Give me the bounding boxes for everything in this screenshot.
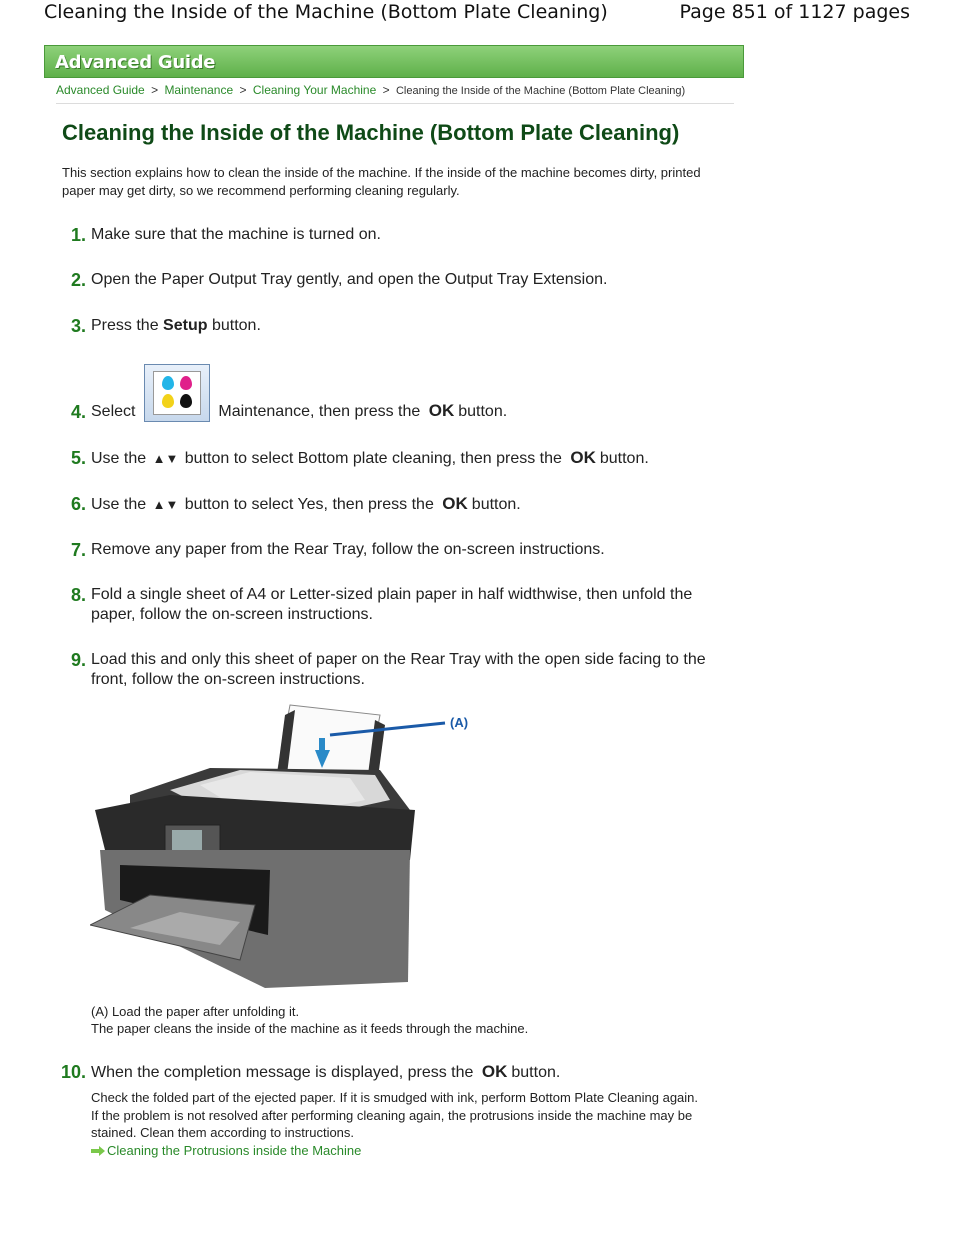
divider <box>56 103 734 104</box>
page-indicator: Page 851 of 1127 pages <box>679 1 910 23</box>
step-text <box>91 448 731 469</box>
step-text: Make sure that the machine is turned on. <box>91 226 381 243</box>
step-text: Fold a single sheet of A4 or Letter-sized plain paper in half widthwise, then unfold the paper, follow the on-screen instructions. <box>91 586 693 623</box>
step-number: 6. <box>70 494 86 514</box>
step-text-pre: Use the <box>91 450 147 467</box>
magenta-ink-drop-icon <box>180 376 192 390</box>
step-number: 2. <box>70 270 86 290</box>
callout-label-a: (A) <box>450 715 469 730</box>
up-down-arrows-icon: ▲▼ <box>152 497 179 512</box>
step-number: 9. <box>70 650 86 670</box>
note-line-1: Check the folded part of the ejected paper. If it is smudged with ink, perform Bottom Plate Cleaning again. <box>91 1090 699 1105</box>
intro-text: This section explains how to clean the inside of the machine. If the inside of the machine becomes dirty, printed paper may get dirty, so we recommend performing cleaning regularly. <box>62 165 701 198</box>
step-text: Load this and only this sheet of paper on the Rear Tray with the open side facing to the front, follow the on-screen instructions. <box>91 651 706 688</box>
ok-button-label: OK <box>442 494 468 513</box>
breadcrumb-separator: > <box>239 83 247 97</box>
page-header <box>0 0 954 26</box>
setup-button-name: Setup <box>163 317 208 334</box>
step-text-post: button. <box>471 496 521 513</box>
step-number: 4. <box>70 402 86 422</box>
note-line-2: If the problem is not resolved after performing cleaning again, the protrusions inside the machine may be stained. Clean them according to instructions. <box>91 1107 693 1140</box>
step-text-pre: Use the <box>91 496 147 513</box>
step-number: 1. <box>70 225 86 245</box>
printer-body <box>90 768 415 988</box>
step-text <box>91 316 731 336</box>
breadcrumb-separator: > <box>382 83 390 97</box>
step-text-pre: Select <box>91 403 136 420</box>
step-text-mid: Maintenance, then press the <box>218 403 421 420</box>
step-text-mid: button to select Bottom plate cleaning, then press the <box>184 450 562 467</box>
step-text-pre: Press the <box>91 317 159 334</box>
link-arrow-icon <box>91 1146 105 1156</box>
ok-button-label: OK <box>570 448 596 467</box>
breadcrumb-current: Cleaning the Inside of the Machine (Bottom Plate Cleaning) <box>395 85 686 97</box>
breadcrumb-maintenance[interactable]: Maintenance <box>164 83 234 97</box>
step-text-pre: When the completion message is displayed, press the <box>91 1064 474 1081</box>
step-text: Remove any paper from the Rear Tray, follow the on-screen instructions. <box>91 541 605 558</box>
maintenance-icon <box>144 364 210 422</box>
step-text-post: button. <box>511 1064 561 1081</box>
caption-line-2: The paper cleans the inside of the machine as it feeds through the machine. <box>91 1021 529 1036</box>
step-number: 3. <box>70 316 86 336</box>
step-number: 7. <box>70 540 86 560</box>
step-text-post: button. <box>211 317 261 334</box>
step-text: Open the Paper Output Tray gently, and open the Output Tray Extension. <box>91 271 608 288</box>
yellow-ink-drop-icon <box>162 394 174 408</box>
step-text-mid: button to select Yes, then press the <box>184 496 434 513</box>
step-number: 5. <box>70 448 86 468</box>
step-number: 10. <box>60 1062 86 1082</box>
step-text <box>91 494 731 515</box>
maintenance-icon-frame <box>153 371 201 415</box>
printer-illustration <box>90 700 490 990</box>
printer-illustration-svg <box>90 700 490 990</box>
breadcrumb <box>56 83 685 97</box>
up-down-arrows-icon: ▲▼ <box>152 451 179 466</box>
step-text-post: button. <box>458 403 508 420</box>
page-title: Cleaning the Inside of the Machine (Bottom Plate Cleaning) <box>62 120 680 145</box>
step-text-post: button. <box>599 450 649 467</box>
document-title: Cleaning the Inside of the Machine (Bottom Plate Cleaning) <box>44 1 608 23</box>
breadcrumb-advanced-guide[interactable]: Advanced Guide <box>56 83 145 97</box>
ok-button-label: OK <box>481 1062 508 1081</box>
cyan-ink-drop-icon <box>162 376 174 390</box>
figure-caption <box>91 1003 528 1037</box>
caption-line-1: (A) Load the paper after unfolding it. <box>91 1004 300 1019</box>
breadcrumb-cleaning-your-machine[interactable]: Cleaning Your Machine <box>252 83 377 97</box>
step-number: 8. <box>70 585 86 605</box>
advanced-guide-label: Advanced Guide <box>55 52 216 73</box>
advanced-guide-banner <box>44 45 744 78</box>
breadcrumb-separator: > <box>151 83 159 97</box>
black-ink-drop-icon <box>180 394 192 408</box>
cleaning-protrusions-link[interactable]: Cleaning the Protrusions inside the Machine <box>107 1142 362 1158</box>
ok-button-label: OK <box>428 401 455 420</box>
step-10-note <box>91 1089 721 1159</box>
step-text <box>91 360 731 422</box>
step-text <box>91 1062 731 1083</box>
